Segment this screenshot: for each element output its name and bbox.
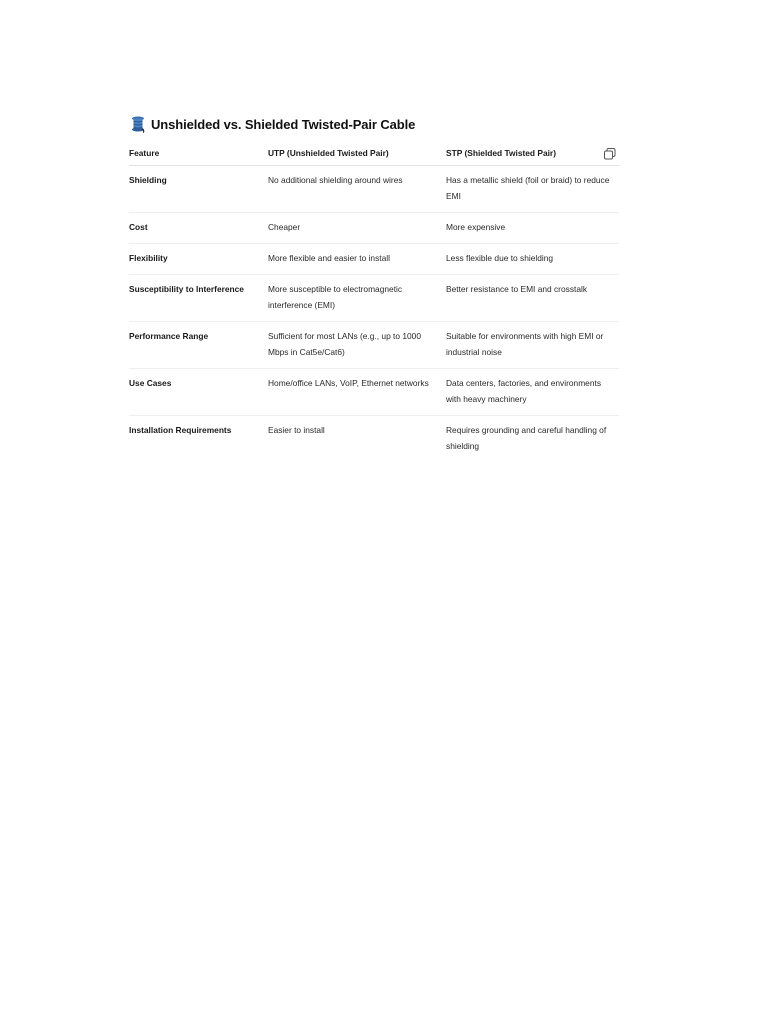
stp-cell: More expensive xyxy=(446,213,619,244)
utp-cell: More susceptible to electromagnetic interference (EMI) xyxy=(268,275,446,322)
feature-cell: Performance Range xyxy=(129,322,268,369)
utp-cell: Sufficient for most LANs (e.g., up to 1000 Mbps in Cat5e/Cat6) xyxy=(268,322,446,369)
comparison-table xyxy=(129,141,619,462)
feature-cell: Installation Requirements xyxy=(129,425,232,435)
feature-cell: Cost xyxy=(129,213,268,244)
table-row xyxy=(129,369,619,416)
column-header-feature: Feature xyxy=(129,141,268,166)
page-title: Unshielded vs. Shielded Twisted-Pair Cable xyxy=(151,116,416,132)
column-header-stp xyxy=(446,141,619,166)
utp-cell: No additional shielding around wires xyxy=(268,166,446,213)
feature-cell: Shielding xyxy=(129,166,268,213)
stp-cell: Has a metallic shield (foil or braid) to reduce EMI xyxy=(446,166,619,213)
table-row xyxy=(129,322,619,369)
cable-spool-icon xyxy=(129,115,147,133)
utp-cell: Cheaper xyxy=(268,213,446,244)
feature-cell: Use Cases xyxy=(129,369,268,416)
utp-cell: Easier to install xyxy=(268,425,325,435)
stp-cell: Better resistance to EMI and crosstalk xyxy=(446,275,619,322)
table-row xyxy=(129,244,619,275)
title-row xyxy=(129,113,619,135)
feature-cell: Susceptibility to Interference xyxy=(129,275,268,322)
table-row xyxy=(129,416,619,463)
column-header-stp-label: STP (Shielded Twisted Pair) xyxy=(446,148,556,158)
stp-cell: Requires grounding and careful handling of shielding xyxy=(446,425,607,451)
stp-cell: Suitable for environments with high EMI or industrial noise xyxy=(446,322,619,369)
stp-cell: Data centers, factories, and environments with heavy machinery xyxy=(446,369,619,416)
table-header-row xyxy=(129,141,619,166)
utp-cell: Home/office LANs, VoIP, Ethernet networks xyxy=(268,369,446,416)
table-row xyxy=(129,275,619,322)
stp-cell: Less flexible due to shielding xyxy=(446,244,619,275)
feature-cell: Flexibility xyxy=(129,244,268,275)
column-header-utp: UTP (Unshielded Twisted Pair) xyxy=(268,141,446,166)
table-row xyxy=(129,166,619,213)
table-row xyxy=(129,213,619,244)
copy-icon[interactable] xyxy=(603,147,617,161)
utp-cell: More flexible and easier to install xyxy=(268,244,446,275)
document xyxy=(129,113,619,462)
